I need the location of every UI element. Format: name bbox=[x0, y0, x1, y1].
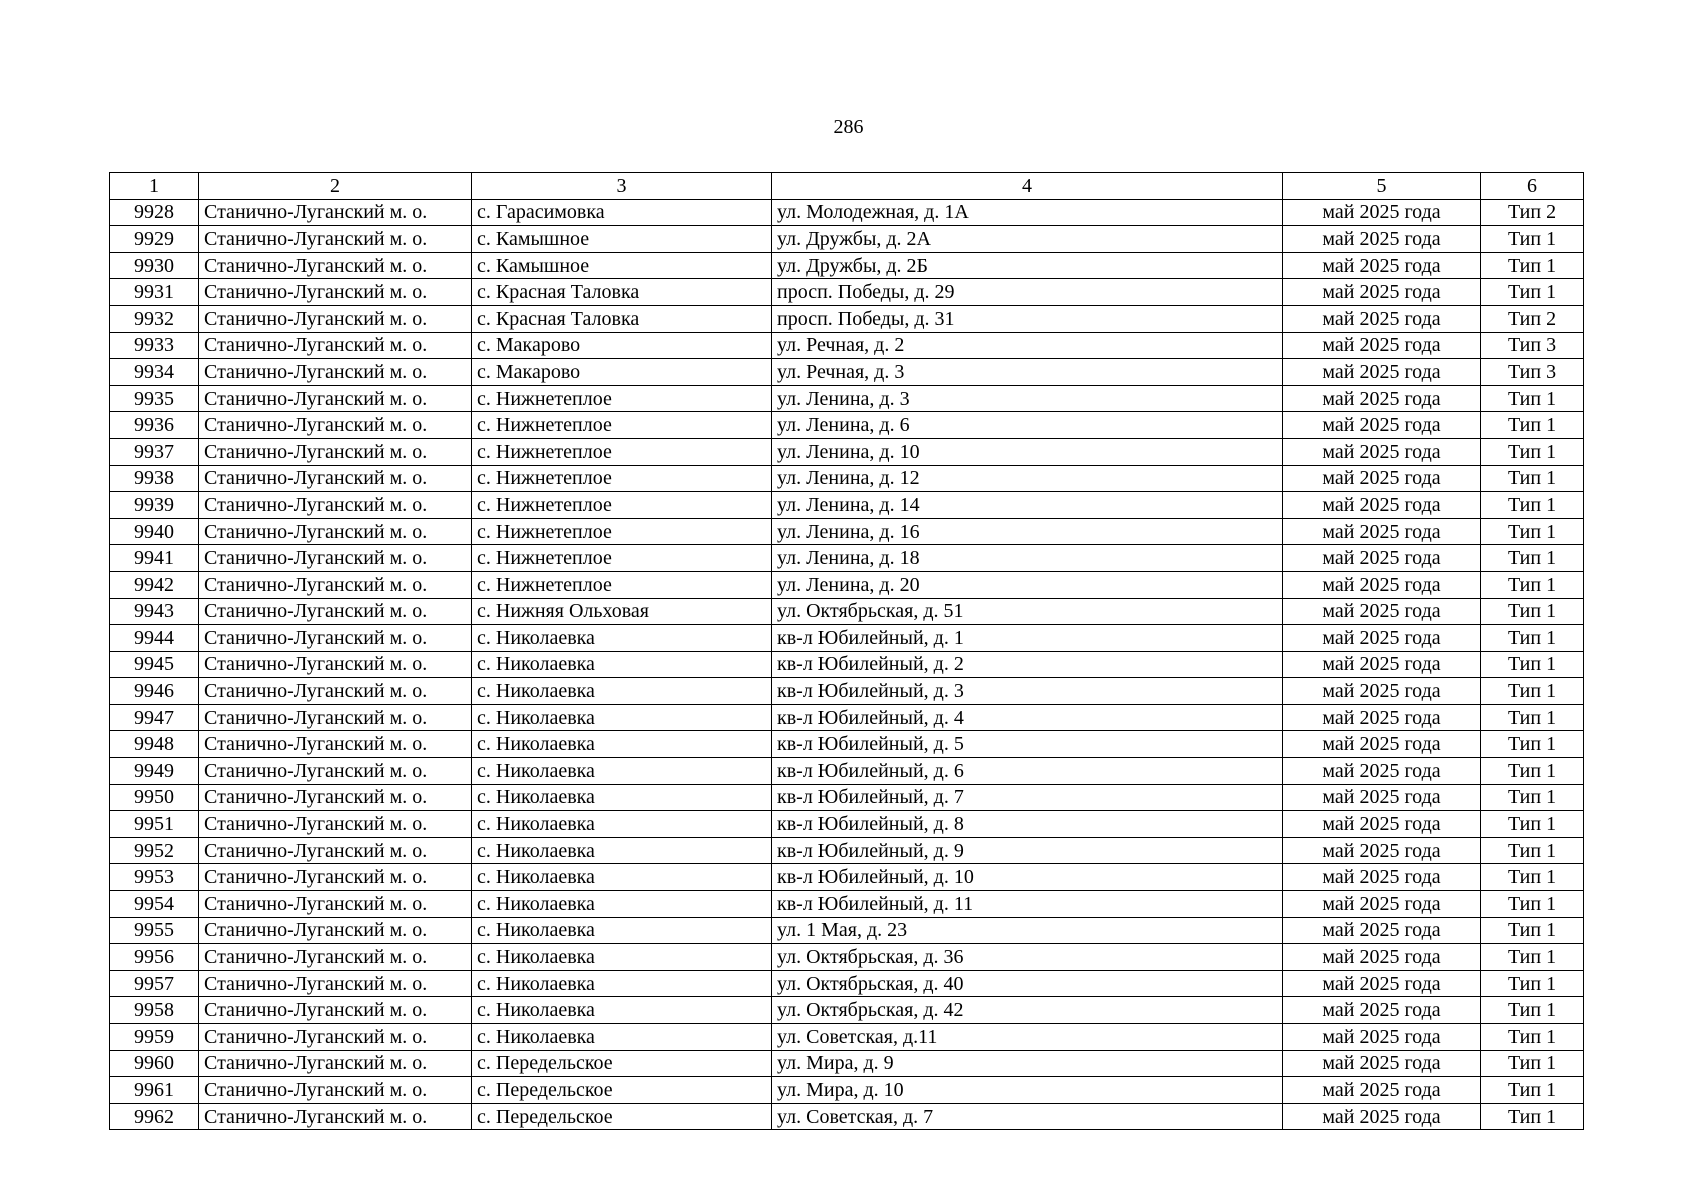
district-cell: Станично-Луганский м. о. bbox=[199, 492, 472, 519]
type-cell: Тип 1 bbox=[1481, 970, 1584, 997]
settlement-cell: с. Нижнетеплое bbox=[472, 438, 772, 465]
type-cell: Тип 1 bbox=[1481, 279, 1584, 306]
settlement-cell: с. Передельское bbox=[472, 1077, 772, 1104]
type-cell: Тип 1 bbox=[1481, 731, 1584, 758]
type-cell: Тип 1 bbox=[1481, 758, 1584, 785]
settlement-cell: с. Камышное bbox=[472, 226, 772, 253]
column-header-3: 3 bbox=[472, 173, 772, 200]
type-cell: Тип 1 bbox=[1481, 891, 1584, 918]
type-cell: Тип 1 bbox=[1481, 864, 1584, 891]
date-cell: май 2025 года bbox=[1283, 412, 1481, 439]
date-cell: май 2025 года bbox=[1283, 518, 1481, 545]
district-cell: Станично-Луганский м. о. bbox=[199, 1050, 472, 1077]
date-cell: май 2025 года bbox=[1283, 651, 1481, 678]
district-cell: Станично-Луганский м. о. bbox=[199, 518, 472, 545]
settlement-cell: с. Макарово bbox=[472, 359, 772, 386]
address-cell: кв-л Юбилейный, д. 8 bbox=[772, 811, 1283, 838]
type-cell: Тип 1 bbox=[1481, 598, 1584, 625]
settlement-cell: с. Николаевка bbox=[472, 784, 772, 811]
settlement-cell: с. Николаевка bbox=[472, 944, 772, 971]
settlement-cell: с. Передельское bbox=[472, 1103, 772, 1130]
settlement-cell: с. Николаевка bbox=[472, 970, 772, 997]
address-cell: ул. Октябрьская, д. 51 bbox=[772, 598, 1283, 625]
settlement-cell: с. Нижнетеплое bbox=[472, 492, 772, 519]
address-cell: кв-л Юбилейный, д. 3 bbox=[772, 678, 1283, 705]
address-cell: просп. Победы, д. 31 bbox=[772, 305, 1283, 332]
district-cell: Станично-Луганский м. о. bbox=[199, 199, 472, 226]
district-cell: Станично-Луганский м. о. bbox=[199, 1103, 472, 1130]
row-number-cell: 9942 bbox=[110, 571, 199, 598]
date-cell: май 2025 года bbox=[1283, 944, 1481, 971]
row-number-cell: 9957 bbox=[110, 970, 199, 997]
district-cell: Станично-Луганский м. о. bbox=[199, 651, 472, 678]
settlement-cell: с. Николаевка bbox=[472, 837, 772, 864]
type-cell: Тип 1 bbox=[1481, 625, 1584, 652]
row-number-cell: 9929 bbox=[110, 226, 199, 253]
address-cell: кв-л Юбилейный, д. 11 bbox=[772, 891, 1283, 918]
settlement-cell: с. Николаевка bbox=[472, 651, 772, 678]
date-cell: май 2025 года bbox=[1283, 970, 1481, 997]
row-number-cell: 9944 bbox=[110, 625, 199, 652]
row-number-cell: 9930 bbox=[110, 252, 199, 279]
type-cell: Тип 1 bbox=[1481, 784, 1584, 811]
address-cell: кв-л Юбилейный, д. 10 bbox=[772, 864, 1283, 891]
address-cell: ул. Октябрьская, д. 40 bbox=[772, 970, 1283, 997]
table-row bbox=[110, 1024, 1584, 1051]
district-cell: Станично-Луганский м. о. bbox=[199, 997, 472, 1024]
settlement-cell: с. Николаевка bbox=[472, 1024, 772, 1051]
date-cell: май 2025 года bbox=[1283, 704, 1481, 731]
type-cell: Тип 1 bbox=[1481, 678, 1584, 705]
row-number-cell: 9937 bbox=[110, 438, 199, 465]
row-number-cell: 9941 bbox=[110, 545, 199, 572]
type-cell: Тип 1 bbox=[1481, 412, 1584, 439]
address-cell: кв-л Юбилейный, д. 2 bbox=[772, 651, 1283, 678]
district-cell: Станично-Луганский м. о. bbox=[199, 758, 472, 785]
district-cell: Станично-Луганский м. о. bbox=[199, 385, 472, 412]
settlement-cell: с. Камышное bbox=[472, 252, 772, 279]
address-cell: кв-л Юбилейный, д. 9 bbox=[772, 837, 1283, 864]
address-cell: ул. Речная, д. 3 bbox=[772, 359, 1283, 386]
row-number-cell: 9933 bbox=[110, 332, 199, 359]
date-cell: май 2025 года bbox=[1283, 598, 1481, 625]
type-cell: Тип 1 bbox=[1481, 1103, 1584, 1130]
table-row bbox=[110, 359, 1584, 386]
district-cell: Станично-Луганский м. о. bbox=[199, 891, 472, 918]
table-row bbox=[110, 518, 1584, 545]
address-cell: кв-л Юбилейный, д. 7 bbox=[772, 784, 1283, 811]
date-cell: май 2025 года bbox=[1283, 1077, 1481, 1104]
district-cell: Станично-Луганский м. о. bbox=[199, 864, 472, 891]
settlement-cell: с. Николаевка bbox=[472, 917, 772, 944]
date-cell: май 2025 года bbox=[1283, 678, 1481, 705]
settlement-cell: с. Нижнетеплое bbox=[472, 385, 772, 412]
address-cell: кв-л Юбилейный, д. 6 bbox=[772, 758, 1283, 785]
type-cell: Тип 1 bbox=[1481, 385, 1584, 412]
table-row bbox=[110, 332, 1584, 359]
address-cell: ул. Мира, д. 10 bbox=[772, 1077, 1283, 1104]
district-cell: Станично-Луганский м. о. bbox=[199, 811, 472, 838]
column-header-1: 1 bbox=[110, 173, 199, 200]
district-cell: Станично-Луганский м. о. bbox=[199, 704, 472, 731]
date-cell: май 2025 года bbox=[1283, 545, 1481, 572]
row-number-cell: 9961 bbox=[110, 1077, 199, 1104]
type-cell: Тип 1 bbox=[1481, 811, 1584, 838]
type-cell: Тип 1 bbox=[1481, 651, 1584, 678]
table-row bbox=[110, 226, 1584, 253]
address-cell: кв-л Юбилейный, д. 1 bbox=[772, 625, 1283, 652]
row-number-cell: 9946 bbox=[110, 678, 199, 705]
district-cell: Станично-Луганский м. о. bbox=[199, 917, 472, 944]
district-cell: Станично-Луганский м. о. bbox=[199, 359, 472, 386]
table-row bbox=[110, 252, 1584, 279]
settlement-cell: с. Нижнетеплое bbox=[472, 465, 772, 492]
address-cell: ул. Октябрьская, д. 36 bbox=[772, 944, 1283, 971]
settlement-cell: с. Николаевка bbox=[472, 731, 772, 758]
row-number-cell: 9948 bbox=[110, 731, 199, 758]
row-number-cell: 9943 bbox=[110, 598, 199, 625]
address-cell: кв-л Юбилейный, д. 5 bbox=[772, 731, 1283, 758]
row-number-cell: 9936 bbox=[110, 412, 199, 439]
row-number-cell: 9931 bbox=[110, 279, 199, 306]
table-row bbox=[110, 545, 1584, 572]
date-cell: май 2025 года bbox=[1283, 758, 1481, 785]
table-row bbox=[110, 1050, 1584, 1077]
date-cell: май 2025 года bbox=[1283, 571, 1481, 598]
row-number-cell: 9958 bbox=[110, 997, 199, 1024]
district-cell: Станично-Луганский м. о. bbox=[199, 252, 472, 279]
settlement-cell: с. Гарасимовка bbox=[472, 199, 772, 226]
address-cell: ул. Дружбы, д. 2Б bbox=[772, 252, 1283, 279]
date-cell: май 2025 года bbox=[1283, 731, 1481, 758]
address-cell: ул. Ленина, д. 20 bbox=[772, 571, 1283, 598]
row-number-cell: 9928 bbox=[110, 199, 199, 226]
table-row bbox=[110, 970, 1584, 997]
type-cell: Тип 1 bbox=[1481, 997, 1584, 1024]
column-header-5: 5 bbox=[1283, 173, 1481, 200]
table-row bbox=[110, 492, 1584, 519]
district-cell: Станично-Луганский м. о. bbox=[199, 332, 472, 359]
district-cell: Станично-Луганский м. о. bbox=[199, 571, 472, 598]
address-cell: просп. Победы, д. 29 bbox=[772, 279, 1283, 306]
district-cell: Станично-Луганский м. о. bbox=[199, 598, 472, 625]
district-cell: Станично-Луганский м. о. bbox=[199, 784, 472, 811]
table-row bbox=[110, 385, 1584, 412]
type-cell: Тип 3 bbox=[1481, 332, 1584, 359]
settlement-cell: с. Красная Таловка bbox=[472, 305, 772, 332]
district-cell: Станично-Луганский м. о. bbox=[199, 678, 472, 705]
settlement-cell: с. Николаевка bbox=[472, 678, 772, 705]
row-number-cell: 9960 bbox=[110, 1050, 199, 1077]
address-cell: ул. Ленина, д. 16 bbox=[772, 518, 1283, 545]
address-cell: ул. Мира, д. 9 bbox=[772, 1050, 1283, 1077]
address-cell: ул. Молодежная, д. 1А bbox=[772, 199, 1283, 226]
row-number-cell: 9935 bbox=[110, 385, 199, 412]
settlement-cell: с. Николаевка bbox=[472, 997, 772, 1024]
type-cell: Тип 2 bbox=[1481, 305, 1584, 332]
table-body bbox=[110, 173, 1584, 1130]
date-cell: май 2025 года bbox=[1283, 625, 1481, 652]
address-cell: ул. Ленина, д. 6 bbox=[772, 412, 1283, 439]
table-row bbox=[110, 837, 1584, 864]
date-cell: май 2025 года bbox=[1283, 252, 1481, 279]
column-header-6: 6 bbox=[1481, 173, 1584, 200]
settlement-cell: с. Николаевка bbox=[472, 811, 772, 838]
date-cell: май 2025 года bbox=[1283, 226, 1481, 253]
type-cell: Тип 1 bbox=[1481, 704, 1584, 731]
settlement-cell: с. Николаевка bbox=[472, 891, 772, 918]
row-number-cell: 9938 bbox=[110, 465, 199, 492]
date-cell: май 2025 года bbox=[1283, 864, 1481, 891]
table-row bbox=[110, 917, 1584, 944]
table-row bbox=[110, 279, 1584, 306]
settlement-cell: с. Нижнетеплое bbox=[472, 545, 772, 572]
type-cell: Тип 1 bbox=[1481, 545, 1584, 572]
type-cell: Тип 1 bbox=[1481, 1050, 1584, 1077]
table-row bbox=[110, 758, 1584, 785]
district-cell: Станично-Луганский м. о. bbox=[199, 1024, 472, 1051]
district-cell: Станично-Луганский м. о. bbox=[199, 731, 472, 758]
table-row bbox=[110, 438, 1584, 465]
date-cell: май 2025 года bbox=[1283, 438, 1481, 465]
type-cell: Тип 1 bbox=[1481, 837, 1584, 864]
address-cell: ул. Речная, д. 2 bbox=[772, 332, 1283, 359]
type-cell: Тип 1 bbox=[1481, 917, 1584, 944]
type-cell: Тип 1 bbox=[1481, 252, 1584, 279]
row-number-cell: 9955 bbox=[110, 917, 199, 944]
type-cell: Тип 1 bbox=[1481, 1024, 1584, 1051]
type-cell: Тип 1 bbox=[1481, 438, 1584, 465]
address-cell: ул. Октябрьская, д. 42 bbox=[772, 997, 1283, 1024]
district-cell: Станично-Луганский м. о. bbox=[199, 970, 472, 997]
table-row bbox=[110, 678, 1584, 705]
row-number-cell: 9953 bbox=[110, 864, 199, 891]
row-number-cell: 9932 bbox=[110, 305, 199, 332]
table-row bbox=[110, 997, 1584, 1024]
district-cell: Станично-Луганский м. о. bbox=[199, 279, 472, 306]
table-row bbox=[110, 891, 1584, 918]
type-cell: Тип 2 bbox=[1481, 199, 1584, 226]
address-cell: ул. 1 Мая, д. 23 bbox=[772, 917, 1283, 944]
date-cell: май 2025 года bbox=[1283, 917, 1481, 944]
row-number-cell: 9950 bbox=[110, 784, 199, 811]
settlement-cell: с. Макарово bbox=[472, 332, 772, 359]
district-cell: Станично-Луганский м. о. bbox=[199, 837, 472, 864]
district-cell: Станично-Луганский м. о. bbox=[199, 465, 472, 492]
date-cell: май 2025 года bbox=[1283, 811, 1481, 838]
settlement-cell: с. Нижнетеплое bbox=[472, 412, 772, 439]
district-cell: Станично-Луганский м. о. bbox=[199, 226, 472, 253]
address-cell: ул. Ленина, д. 12 bbox=[772, 465, 1283, 492]
row-number-cell: 9959 bbox=[110, 1024, 199, 1051]
column-header-2: 2 bbox=[199, 173, 472, 200]
column-header-4: 4 bbox=[772, 173, 1283, 200]
data-table bbox=[109, 172, 1584, 1130]
table-row bbox=[110, 571, 1584, 598]
district-cell: Станично-Луганский м. о. bbox=[199, 412, 472, 439]
row-number-cell: 9952 bbox=[110, 837, 199, 864]
row-number-cell: 9934 bbox=[110, 359, 199, 386]
table-row bbox=[110, 598, 1584, 625]
date-cell: май 2025 года bbox=[1283, 1050, 1481, 1077]
address-cell: ул. Дружбы, д. 2А bbox=[772, 226, 1283, 253]
date-cell: май 2025 года bbox=[1283, 492, 1481, 519]
table-row bbox=[110, 651, 1584, 678]
type-cell: Тип 1 bbox=[1481, 944, 1584, 971]
district-cell: Станично-Луганский м. о. bbox=[199, 1077, 472, 1104]
table-row bbox=[110, 944, 1584, 971]
settlement-cell: с. Нижнетеплое bbox=[472, 571, 772, 598]
table-row bbox=[110, 731, 1584, 758]
row-number-cell: 9949 bbox=[110, 758, 199, 785]
type-cell: Тип 1 bbox=[1481, 1077, 1584, 1104]
settlement-cell: с. Николаевка bbox=[472, 704, 772, 731]
table-row bbox=[110, 465, 1584, 492]
date-cell: май 2025 года bbox=[1283, 465, 1481, 492]
table-row bbox=[110, 199, 1584, 226]
row-number-cell: 9962 bbox=[110, 1103, 199, 1130]
address-cell: ул. Советская, д.11 bbox=[772, 1024, 1283, 1051]
table-header-row bbox=[110, 173, 1584, 200]
settlement-cell: с. Красная Таловка bbox=[472, 279, 772, 306]
address-cell: ул. Ленина, д. 14 bbox=[772, 492, 1283, 519]
district-cell: Станично-Луганский м. о. bbox=[199, 625, 472, 652]
date-cell: май 2025 года bbox=[1283, 891, 1481, 918]
table-row bbox=[110, 1103, 1584, 1130]
address-cell: ул. Ленина, д. 18 bbox=[772, 545, 1283, 572]
date-cell: май 2025 года bbox=[1283, 305, 1481, 332]
row-number-cell: 9956 bbox=[110, 944, 199, 971]
district-cell: Станично-Луганский м. о. bbox=[199, 545, 472, 572]
table-row bbox=[110, 864, 1584, 891]
settlement-cell: с. Николаевка bbox=[472, 864, 772, 891]
table-row bbox=[110, 1077, 1584, 1104]
table-row bbox=[110, 625, 1584, 652]
district-cell: Станично-Луганский м. о. bbox=[199, 438, 472, 465]
district-cell: Станично-Луганский м. о. bbox=[199, 305, 472, 332]
date-cell: май 2025 года bbox=[1283, 1103, 1481, 1130]
date-cell: май 2025 года bbox=[1283, 837, 1481, 864]
row-number-cell: 9954 bbox=[110, 891, 199, 918]
type-cell: Тип 1 bbox=[1481, 571, 1584, 598]
date-cell: май 2025 года bbox=[1283, 784, 1481, 811]
date-cell: май 2025 года bbox=[1283, 997, 1481, 1024]
type-cell: Тип 1 bbox=[1481, 492, 1584, 519]
type-cell: Тип 1 bbox=[1481, 465, 1584, 492]
date-cell: май 2025 года bbox=[1283, 1024, 1481, 1051]
type-cell: Тип 1 bbox=[1481, 518, 1584, 545]
row-number-cell: 9947 bbox=[110, 704, 199, 731]
date-cell: май 2025 года bbox=[1283, 359, 1481, 386]
type-cell: Тип 3 bbox=[1481, 359, 1584, 386]
date-cell: май 2025 года bbox=[1283, 385, 1481, 412]
date-cell: май 2025 года bbox=[1283, 332, 1481, 359]
table-row bbox=[110, 784, 1584, 811]
district-cell: Станично-Луганский м. о. bbox=[199, 944, 472, 971]
row-number-cell: 9951 bbox=[110, 811, 199, 838]
address-cell: ул. Ленина, д. 3 bbox=[772, 385, 1283, 412]
type-cell: Тип 1 bbox=[1481, 226, 1584, 253]
date-cell: май 2025 года bbox=[1283, 199, 1481, 226]
table-row bbox=[110, 811, 1584, 838]
row-number-cell: 9940 bbox=[110, 518, 199, 545]
address-cell: ул. Советская, д. 7 bbox=[772, 1103, 1283, 1130]
settlement-cell: с. Нижнетеплое bbox=[472, 518, 772, 545]
address-cell: кв-л Юбилейный, д. 4 bbox=[772, 704, 1283, 731]
table-row bbox=[110, 412, 1584, 439]
page-number: 286 bbox=[833, 116, 864, 138]
table-row bbox=[110, 305, 1584, 332]
date-cell: май 2025 года bbox=[1283, 279, 1481, 306]
row-number-cell: 9939 bbox=[110, 492, 199, 519]
table-row bbox=[110, 704, 1584, 731]
address-cell: ул. Ленина, д. 10 bbox=[772, 438, 1283, 465]
row-number-cell: 9945 bbox=[110, 651, 199, 678]
settlement-cell: с. Нижняя Ольховая bbox=[472, 598, 772, 625]
settlement-cell: с. Николаевка bbox=[472, 625, 772, 652]
settlement-cell: с. Передельское bbox=[472, 1050, 772, 1077]
settlement-cell: с. Николаевка bbox=[472, 758, 772, 785]
